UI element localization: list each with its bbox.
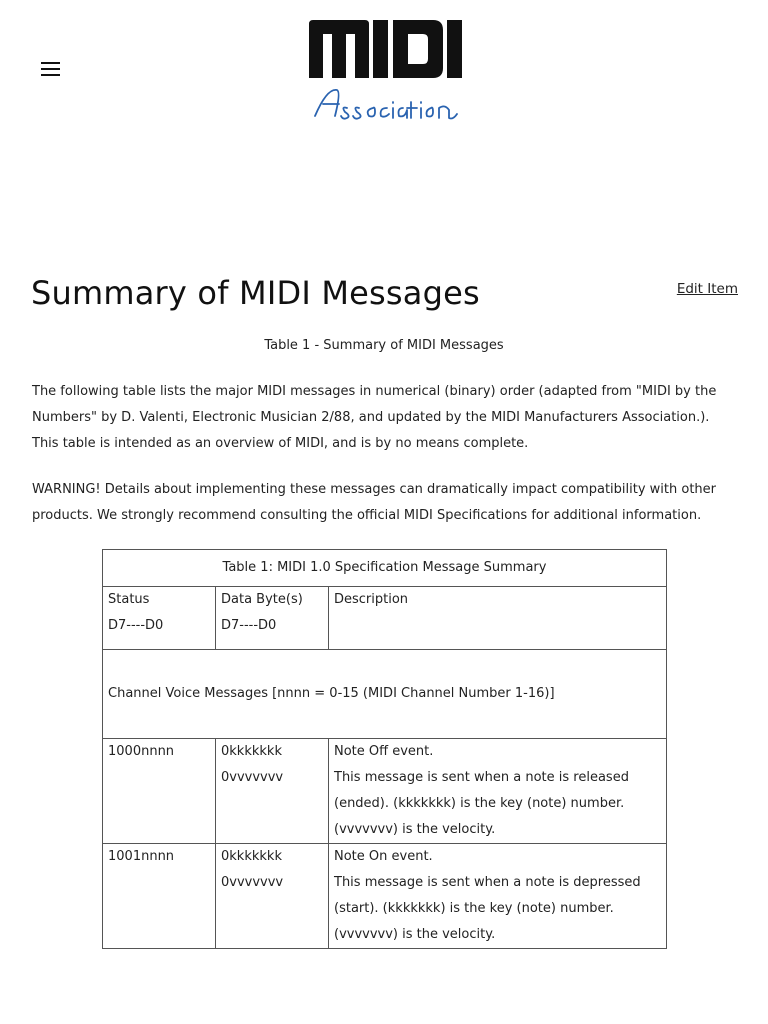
table-header-row (103, 587, 667, 650)
intro-paragraph: The following table lists the major MIDI messages in numerical (binary) order (adapted from "MIDI by the Numbers" by D. Valenti, Electronic Musician 2/88, and updated by the MIDI Manufacturers Association.). This table is intended as an overview of MIDI, and is by no means complete. (32, 384, 717, 452)
status-cell: 1001nnnn (103, 844, 216, 949)
data-header-label: Data Byte(s) (221, 592, 303, 607)
midi-association-logo[interactable] (307, 18, 463, 122)
description-cell (329, 739, 667, 844)
description-cell (329, 844, 667, 949)
warning-paragraph: WARNING! Details about implementing these messages can dramatically impact compatibility with other products. We strongly recommend consulting the official MIDI Specifications for additional information. (32, 482, 717, 524)
description-title: Note On event. (334, 849, 433, 864)
section-label: Channel Voice Messages [nnnn = 0-15 (MIDI Channel Number 1-16)] (103, 650, 667, 739)
table-caption-text: Table 1 - Summary of MIDI Messages (264, 338, 504, 353)
status-header-label: Status (108, 592, 150, 607)
edit-item-link[interactable]: Edit Item (676, 281, 738, 297)
status-header-bits: D7----D0 (108, 618, 164, 633)
menu-icon[interactable] (41, 62, 60, 76)
table-title: Table 1: MIDI 1.0 Specification Message Summary (103, 550, 667, 587)
description-text: This message is sent when a note is released (ended). (kkkkkkk) is the key (note) number. (vvvvvvv) is the velocity. (334, 770, 629, 837)
description-header: Description (329, 587, 667, 650)
data-cell (216, 739, 329, 844)
page-title: Summary of MIDI Messages (31, 274, 480, 312)
status-header (103, 587, 216, 650)
data-cell (216, 844, 329, 949)
description-title: Note Off event. (334, 744, 434, 759)
data-byte-1: 0kkkkkkk (221, 744, 282, 759)
data-header (216, 587, 329, 650)
table-row (103, 844, 667, 949)
midi-message-table (102, 549, 667, 949)
data-byte-1: 0kkkkkkk (221, 849, 282, 864)
section-row (103, 650, 667, 739)
data-byte-2: 0vvvvvvv (221, 770, 284, 785)
table-row (103, 739, 667, 844)
description-text: This message is sent when a note is depressed (start). (kkkkkkk) is the key (note) number. (vvvvvvv) is the velocity. (334, 875, 641, 942)
status-cell: 1000nnnn (103, 739, 216, 844)
data-byte-2: 0vvvvvvv (221, 875, 284, 890)
data-header-bits: D7----D0 (221, 618, 277, 633)
